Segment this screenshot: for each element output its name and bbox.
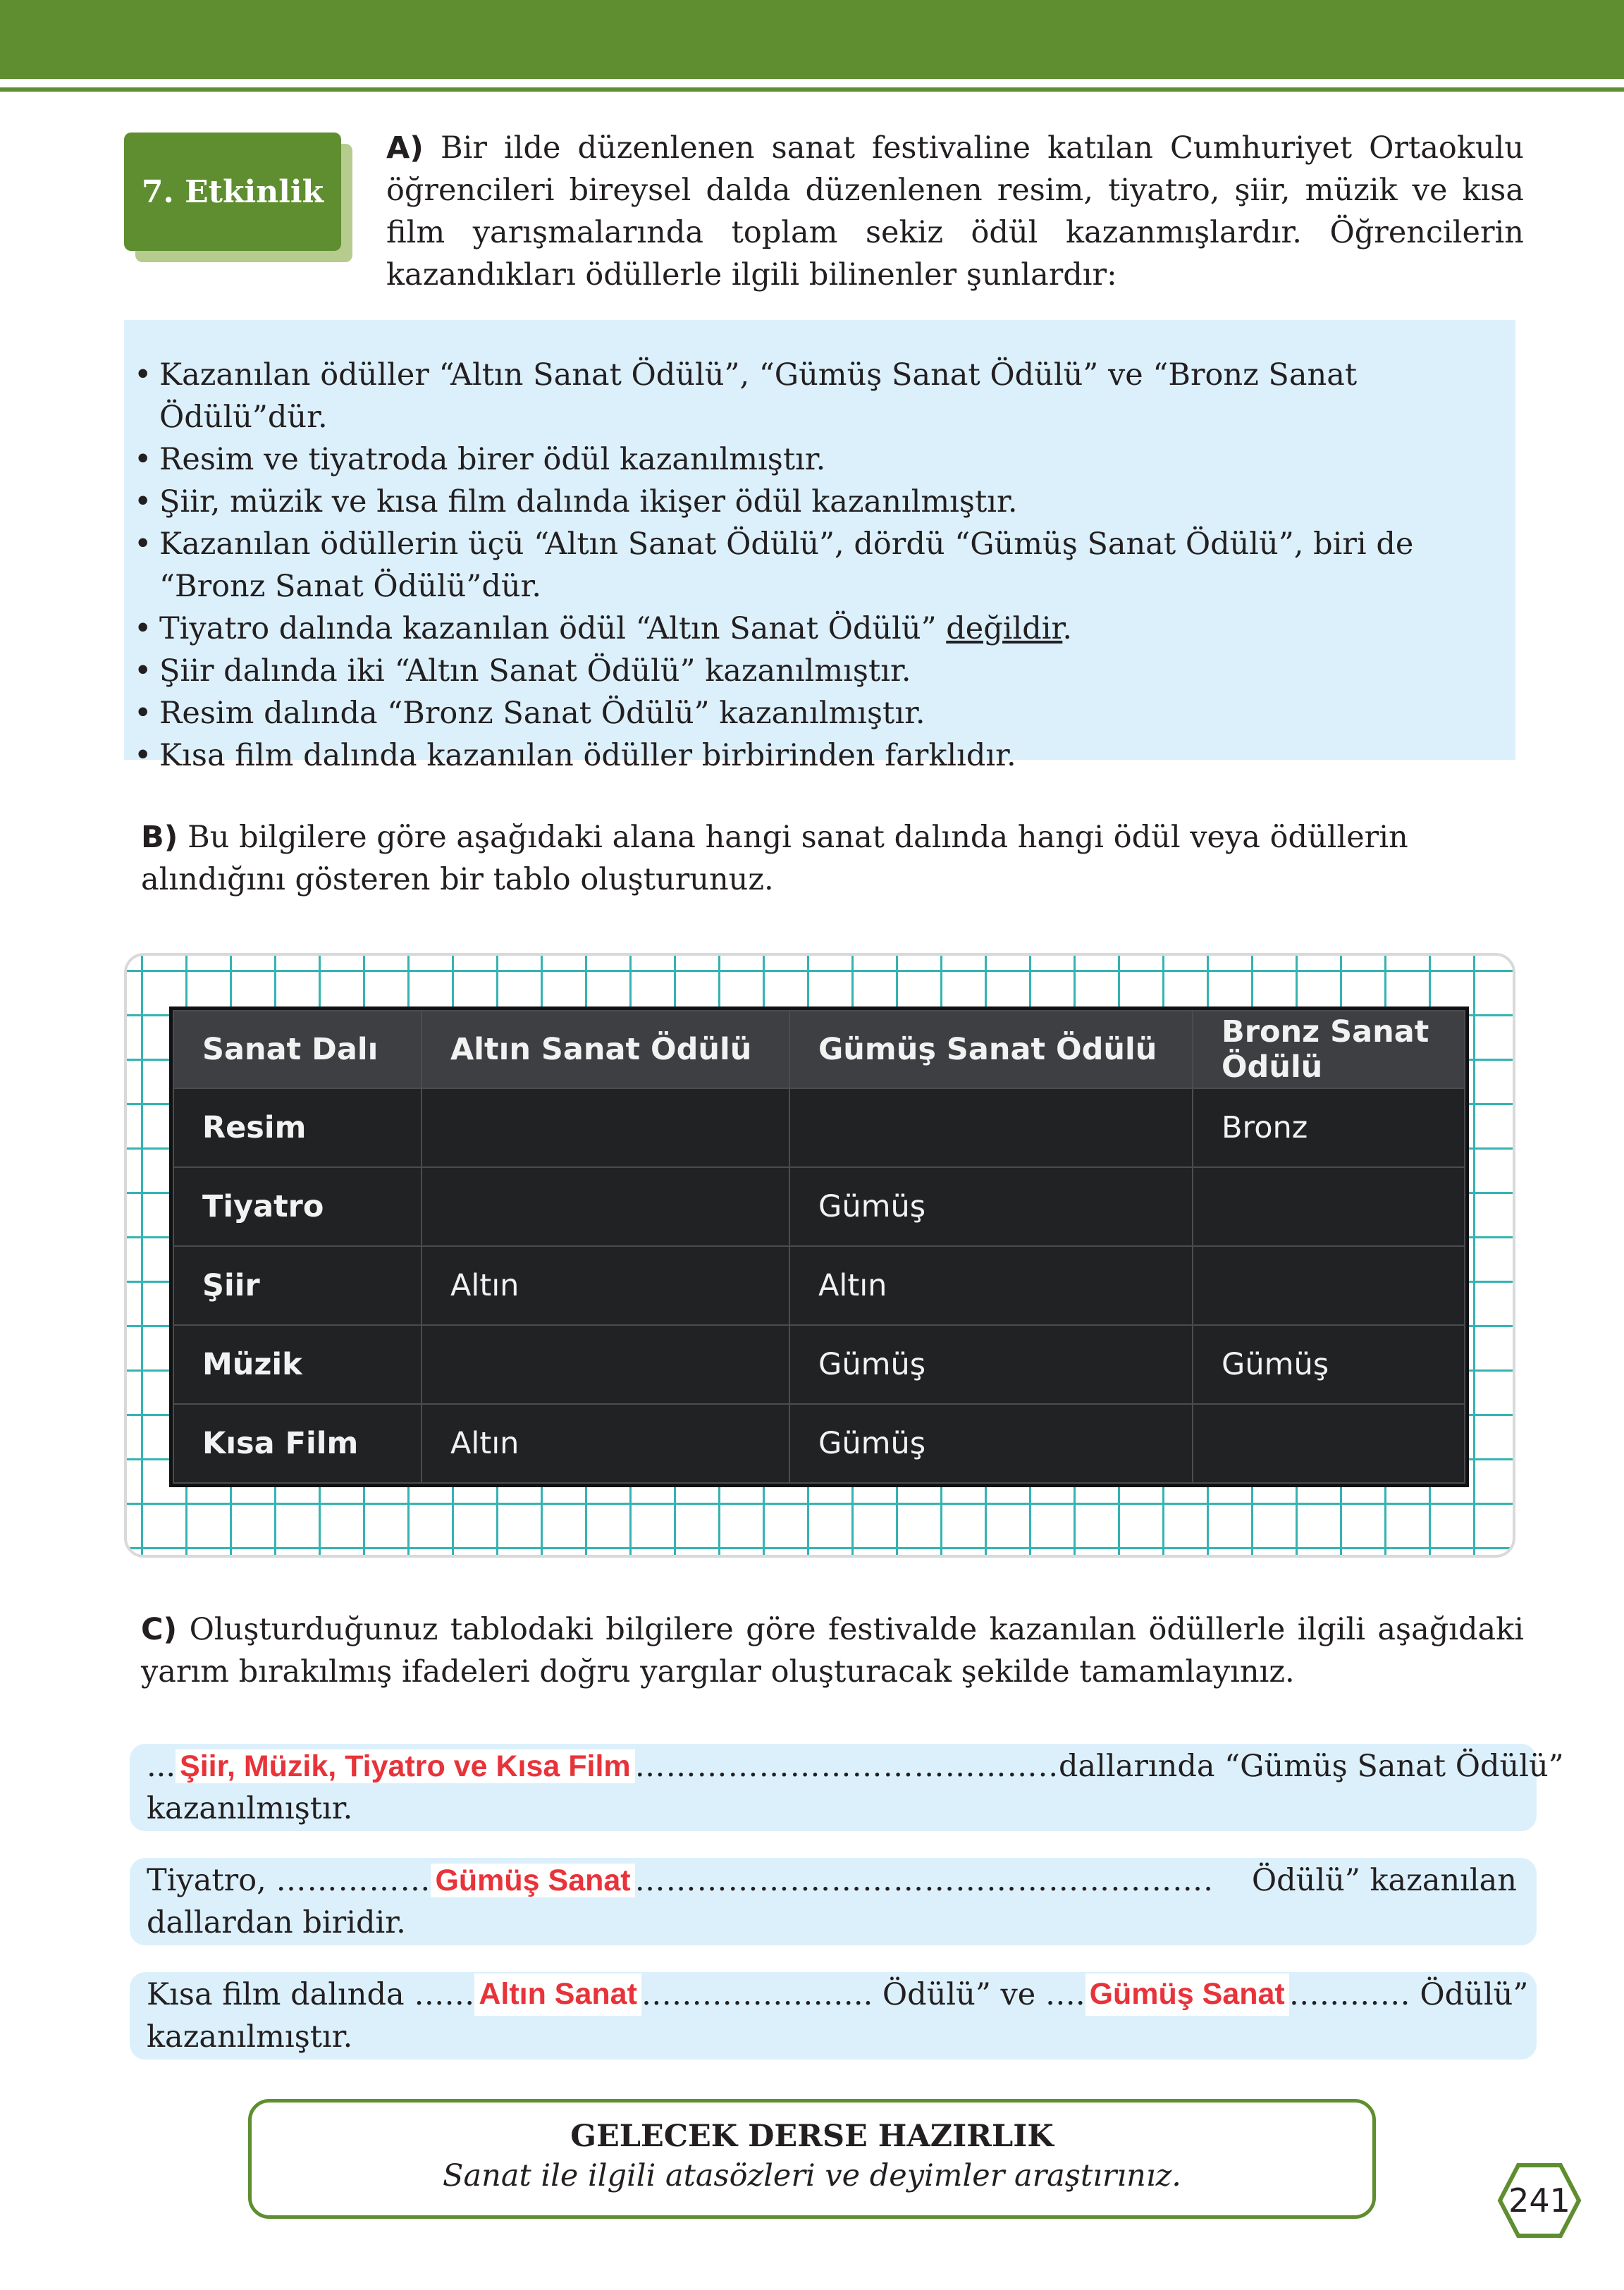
table-cell: Müzik	[173, 1325, 422, 1404]
blank-dots: …………………………………..	[634, 1749, 1059, 1784]
answer-field[interactable]: Şiir, Müzik, Tiyatro ve Kısa Film	[176, 1749, 635, 1783]
table-cell: Gümüş	[789, 1325, 1193, 1404]
table-cell	[789, 1088, 1193, 1167]
part-b-label: B)	[141, 820, 178, 855]
blank-dots: ……………	[276, 1863, 431, 1898]
page-number: 241	[1508, 2181, 1570, 2220]
table-header-cell: Gümüş Sanat Ödülü	[789, 1011, 1193, 1088]
fact-item: • Kazanılan ödüller “Altın Sanat Ödülü”, “Gümüş Sanat Ödülü” ve “Bronz Sanat Ödülü”dür.	[134, 354, 1515, 438]
statement-2-left	[147, 1859, 1214, 1902]
table-cell	[422, 1167, 789, 1246]
table-row	[173, 1404, 1465, 1483]
table-cell: Şiir	[173, 1246, 422, 1325]
fact-item: • Kazanılan ödüllerin üçü “Altın Sanat Ödülü”, dördü “Gümüş Sanat Ödülü”, biri de “Bronz Sanat Ödülü”dür.	[134, 523, 1515, 608]
preparation-title: GELECEK DERSE HAZIRLIK	[570, 2119, 1054, 2154]
part-a-label: A)	[386, 130, 424, 166]
statement-2-suffix: Ödülü” kazanılan	[1251, 1863, 1517, 1898]
statement-2-line-2: dallardan biridir.	[147, 1905, 406, 1940]
table-cell: Gümüş	[789, 1167, 1193, 1246]
statement-1-line-2: kazanılmıştır.	[147, 1791, 353, 1826]
fact-item: • Resim ve tiyatroda birer ödül kazanılmıştır.	[134, 438, 1515, 481]
preparation-text: Sanat ile ilgili atasözleri ve deyimler araştırınız.	[443, 2158, 1181, 2193]
table-header-cell: Bronz Sanat Ödülü	[1193, 1011, 1465, 1088]
statement-1	[130, 1744, 1564, 1831]
fact-item: • Şiir dalında iki “Altın Sanat Ödülü” kazanılmıştır.	[134, 650, 1515, 692]
table-cell: Kısa Film	[173, 1404, 422, 1483]
part-b-text: Bu bilgilere göre aşağıdaki alana hangi sanat dalında hangi ödül veya ödüllerin alındığını gösteren bir tablo oluşturunuz.	[141, 820, 1408, 897]
fact-5-underlined: değildir	[946, 611, 1063, 646]
answer-field[interactable]: Altın Sanat	[474, 1974, 641, 2016]
statement-3-line-2: kazanılmıştır.	[147, 2019, 353, 2055]
part-c-label: C)	[141, 1612, 178, 1647]
table-row	[173, 1246, 1465, 1325]
header-band	[0, 0, 1624, 79]
table-cell	[1193, 1246, 1465, 1325]
fact-item: • Kısa film dalında kazanılan ödüller birbirinden farklıdır.	[134, 734, 1515, 777]
table-cell	[422, 1088, 789, 1167]
preparation-box	[248, 2099, 1376, 2219]
table-cell: Bronz	[1193, 1088, 1465, 1167]
table-cell: Gümüş	[1193, 1325, 1465, 1404]
part-a-intro	[386, 127, 1524, 296]
table-header-cell: Altın Sanat Ödülü	[422, 1011, 789, 1088]
table-header-cell: Sanat Dalı	[173, 1011, 422, 1088]
statement-2-prefix: Tiyatro,	[147, 1863, 266, 1898]
table-row	[173, 1088, 1465, 1167]
fact-5-post: .	[1062, 611, 1073, 646]
table-cell	[422, 1325, 789, 1404]
statement-1-left	[147, 1745, 1059, 1787]
table-cell: Altın	[422, 1246, 789, 1325]
answer-field[interactable]: Gümüş Sanat	[1085, 1974, 1289, 2016]
awards-table	[173, 1010, 1465, 1484]
statement-2	[130, 1858, 1537, 1945]
statement-1-line-1	[147, 1745, 1564, 1787]
answer-field[interactable]: Gümüş Sanat	[431, 1864, 634, 1897]
part-b-instruction	[141, 816, 1524, 901]
statement-2-line-1	[147, 1859, 1517, 1902]
fact-5-pre: Tiyatro dalında kazanılan ödül “Altın Sanat Ödülü”	[159, 611, 947, 646]
statement-3	[130, 1972, 1537, 2060]
statement-3-suffix: ………… Ödülü”	[1288, 1977, 1529, 2012]
header-rule	[0, 87, 1624, 92]
table-cell: Resim	[173, 1088, 422, 1167]
table-cell: Altın	[422, 1404, 789, 1483]
page-number-badge	[1497, 2162, 1582, 2239]
statement-3-line-1	[147, 1974, 1529, 2016]
table-cell: Gümüş	[789, 1404, 1193, 1483]
blank-dots: …………….………………………………….	[634, 1863, 1214, 1898]
fact-item: • Resim dalında “Bronz Sanat Ödülü” kazanılmıştır.	[134, 692, 1515, 734]
table-cell: Tiyatro	[173, 1167, 422, 1246]
table-cell	[1193, 1404, 1465, 1483]
statement-3-mid: ………………….. Ödülü” ve ….	[641, 1977, 1085, 2012]
part-a-text: Bir ilde düzenlenen sanat festivaline katılan Cumhuriyet Ortaokulu öğrencileri bireysel dalda düzenlenen resim, tiyatro, şiir, müzik ve kısa film yarışmalarında toplam sekiz ödül kazanmışlardır. Öğrencilerin kazandıkları ödüllerle ilgili bilinenler şunlardır:	[386, 130, 1524, 293]
statement-1-prefix: ...	[147, 1749, 176, 1784]
statement-3-prefix: Kısa film dalında ……	[147, 1977, 475, 2012]
activity-badge: 7. Etkinlik	[124, 133, 341, 251]
table-cell	[1193, 1167, 1465, 1246]
statement-1-suffix: dallarında “Gümüş Sanat Ödülü”	[1059, 1749, 1564, 1784]
fact-item	[134, 608, 1515, 650]
part-c-instruction	[141, 1608, 1524, 1693]
table-cell: Altın	[789, 1246, 1193, 1325]
part-c-text: Oluşturduğunuz tablodaki bilgilere göre festivalde kazanılan ödüllerle ilgili aşağıdaki yarım bırakılmış ifadeleri doğru yargılar oluşturacak şekilde tamamlayınız.	[141, 1612, 1524, 1689]
table-row	[173, 1325, 1465, 1404]
table-row	[173, 1167, 1465, 1246]
fact-item: • Şiir, müzik ve kısa film dalında ikişer ödül kazanılmıştır.	[134, 481, 1515, 523]
table-header-row	[173, 1011, 1465, 1088]
awards-table-container	[169, 1007, 1469, 1487]
facts-box	[124, 320, 1515, 773]
facts-list	[124, 320, 1515, 777]
